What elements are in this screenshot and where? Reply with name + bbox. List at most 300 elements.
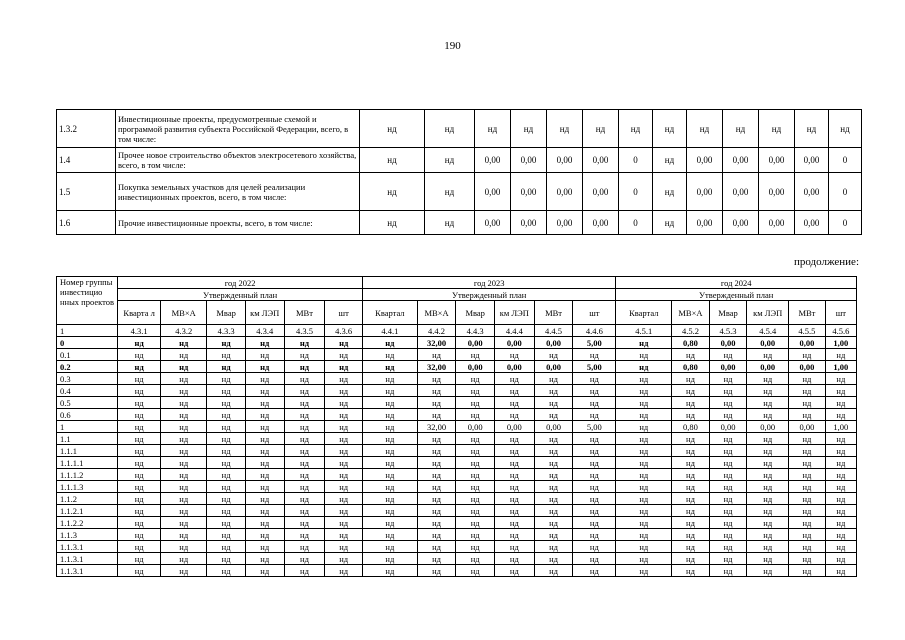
value-cell: нд bbox=[284, 529, 325, 541]
row-code: 1.1.2 bbox=[57, 493, 118, 505]
value-cell: нд bbox=[534, 541, 573, 553]
value-cell: нд bbox=[616, 505, 672, 517]
value-cell: нд bbox=[245, 373, 284, 385]
value-cell: нд bbox=[747, 457, 789, 469]
value-cell: нд bbox=[325, 361, 363, 373]
value-cell: нд bbox=[118, 553, 161, 565]
value-cell: нд bbox=[325, 349, 363, 361]
value-cell: нд bbox=[534, 517, 573, 529]
unit-header: Мвар bbox=[207, 301, 246, 325]
value-cell: нд bbox=[362, 517, 417, 529]
value-cell: нд bbox=[362, 397, 417, 409]
row-code: 1.1.2.1 bbox=[57, 505, 118, 517]
value-cell: нд bbox=[709, 433, 747, 445]
row-code: 0.1 bbox=[57, 349, 118, 361]
value-cell: 0,00 bbox=[456, 421, 495, 433]
value-cell: нд bbox=[616, 397, 672, 409]
value-cell: нд bbox=[161, 505, 207, 517]
value-cell: нд bbox=[709, 493, 747, 505]
value-cell: нд bbox=[573, 565, 616, 577]
value-cell: нд bbox=[284, 433, 325, 445]
value-cell: нд bbox=[325, 445, 363, 457]
value-cell: нд bbox=[616, 409, 672, 421]
value-cell: нд bbox=[573, 397, 616, 409]
value-cell: нд bbox=[417, 457, 456, 469]
value-cell: нд bbox=[789, 517, 825, 529]
value-cell: нд bbox=[789, 457, 825, 469]
value-cell: нд bbox=[616, 493, 672, 505]
value-cell: нд bbox=[825, 541, 856, 553]
value-cell: нд bbox=[284, 445, 325, 457]
value-cell: 0,00 bbox=[759, 211, 795, 235]
value-cell: нд bbox=[161, 349, 207, 361]
value-cell: нд bbox=[207, 517, 246, 529]
value-cell: нд bbox=[362, 469, 417, 481]
value-cell: 32,00 bbox=[417, 361, 456, 373]
value-cell: 0,00 bbox=[475, 211, 511, 235]
value-cell: нд bbox=[534, 445, 573, 457]
value-cell: нд bbox=[161, 445, 207, 457]
value-cell: нд bbox=[161, 469, 207, 481]
value-cell: нд bbox=[534, 505, 573, 517]
value-cell: нд bbox=[534, 349, 573, 361]
table-row bbox=[57, 397, 857, 409]
value-cell: нд bbox=[653, 211, 687, 235]
value-cell: нд bbox=[456, 553, 495, 565]
column-number: 4.4.3 bbox=[456, 325, 495, 337]
value-cell: нд bbox=[672, 541, 710, 553]
value-cell: нд bbox=[789, 481, 825, 493]
value-cell: нд bbox=[709, 529, 747, 541]
value-cell: нд bbox=[573, 517, 616, 529]
value-cell: 0,00 bbox=[795, 173, 829, 211]
plan-header-2023: Утвержденный план bbox=[362, 289, 615, 301]
value-cell: нд bbox=[362, 505, 417, 517]
value-cell: нд bbox=[573, 541, 616, 553]
unit-header: шт bbox=[325, 301, 363, 325]
value-cell: нд bbox=[284, 385, 325, 397]
table-row bbox=[57, 493, 857, 505]
value-cell: нд bbox=[825, 457, 856, 469]
value-cell: нд bbox=[534, 397, 573, 409]
value-cell: нд bbox=[245, 349, 284, 361]
value-cell: нд bbox=[245, 553, 284, 565]
value-cell: нд bbox=[118, 385, 161, 397]
value-cell: 0,00 bbox=[687, 211, 723, 235]
table-row bbox=[57, 469, 857, 481]
unit-header: шт bbox=[573, 301, 616, 325]
value-cell: нд bbox=[362, 385, 417, 397]
value-cell: нд bbox=[284, 493, 325, 505]
value-cell: нд bbox=[161, 517, 207, 529]
value-cell: нд bbox=[616, 529, 672, 541]
column-number: 4.4.2 bbox=[417, 325, 456, 337]
value-cell: нд bbox=[789, 529, 825, 541]
value-cell: нд bbox=[573, 505, 616, 517]
value-cell: 0,80 bbox=[672, 421, 710, 433]
value-cell: нд bbox=[118, 433, 161, 445]
value-cell: 0,00 bbox=[534, 337, 573, 349]
value-cell: нд bbox=[417, 373, 456, 385]
value-cell: нд bbox=[284, 409, 325, 421]
value-cell: нд bbox=[417, 565, 456, 577]
row-code: 1.1.3 bbox=[57, 529, 118, 541]
value-cell: 0,00 bbox=[723, 211, 759, 235]
value-cell: нд bbox=[417, 481, 456, 493]
value-cell: нд bbox=[709, 481, 747, 493]
value-cell: нд bbox=[245, 397, 284, 409]
value-cell: нд bbox=[118, 457, 161, 469]
value-cell: нд bbox=[825, 505, 856, 517]
column-number: 4.4.1 bbox=[362, 325, 417, 337]
value-cell: нд bbox=[161, 565, 207, 577]
unit-header: Квартал bbox=[362, 301, 417, 325]
value-cell: нд bbox=[495, 445, 535, 457]
value-cell: нд bbox=[362, 541, 417, 553]
value-cell: 5,00 bbox=[573, 361, 616, 373]
value-cell: нд bbox=[495, 565, 535, 577]
value-cell: нд bbox=[825, 373, 856, 385]
value-cell: нд bbox=[161, 397, 207, 409]
value-cell: нд bbox=[495, 529, 535, 541]
value-cell: 0,00 bbox=[475, 173, 511, 211]
value-cell: нд bbox=[362, 337, 417, 349]
row-name: Инвестиционные проекты, предусмотренные схемой и программой развития субъекта Российской Федерации, всего, в том числе: bbox=[116, 110, 360, 148]
year-header-2024: год 2024 bbox=[616, 277, 857, 289]
value-cell: нд bbox=[456, 445, 495, 457]
value-cell: 0,00 bbox=[583, 173, 619, 211]
value-cell: нд bbox=[456, 457, 495, 469]
value-cell: нд bbox=[456, 433, 495, 445]
unit-header: Кварта л bbox=[118, 301, 161, 325]
value-cell: нд bbox=[672, 409, 710, 421]
value-cell: нд bbox=[118, 505, 161, 517]
value-cell: нд bbox=[709, 469, 747, 481]
value-cell: нд bbox=[245, 337, 284, 349]
row-code: 1.1.1.2 bbox=[57, 469, 118, 481]
value-cell: нд bbox=[118, 409, 161, 421]
value-cell: нд bbox=[747, 445, 789, 457]
year-header-2023: год 2023 bbox=[362, 277, 615, 289]
value-cell: нд bbox=[795, 110, 829, 148]
value-cell: нд bbox=[495, 457, 535, 469]
value-cell: нд bbox=[825, 493, 856, 505]
row-code: 0.3 bbox=[57, 373, 118, 385]
value-cell: нд bbox=[325, 385, 363, 397]
table-row bbox=[57, 505, 857, 517]
value-cell: нд bbox=[547, 110, 583, 148]
value-cell: нд bbox=[362, 553, 417, 565]
value-cell: нд bbox=[207, 529, 246, 541]
column-number: 4.3.1 bbox=[118, 325, 161, 337]
value-cell: нд bbox=[284, 505, 325, 517]
value-cell: нд bbox=[417, 397, 456, 409]
value-cell: нд bbox=[825, 553, 856, 565]
column-number: 4.4.4 bbox=[495, 325, 535, 337]
value-cell: нд bbox=[161, 373, 207, 385]
value-cell: нд bbox=[245, 481, 284, 493]
value-cell: нд bbox=[747, 433, 789, 445]
table-row bbox=[57, 385, 857, 397]
value-cell: нд bbox=[161, 529, 207, 541]
value-cell: нд bbox=[709, 385, 747, 397]
value-cell: нд bbox=[325, 337, 363, 349]
column-number: 4.3.6 bbox=[325, 325, 363, 337]
row-code: 1.5 bbox=[57, 173, 116, 211]
value-cell: 0,00 bbox=[789, 361, 825, 373]
value-cell: нд bbox=[747, 517, 789, 529]
table-row bbox=[57, 361, 857, 373]
table-row bbox=[57, 433, 857, 445]
value-cell: нд bbox=[325, 541, 363, 553]
value-cell: нд bbox=[672, 481, 710, 493]
column-number: 4.5.2 bbox=[672, 325, 710, 337]
value-cell: нд bbox=[825, 565, 856, 577]
row-code: 1.1.3.1 bbox=[57, 565, 118, 577]
value-cell: нд bbox=[709, 457, 747, 469]
value-cell: нд bbox=[284, 349, 325, 361]
value-cell: нд bbox=[245, 433, 284, 445]
value-cell: нд bbox=[825, 409, 856, 421]
table-row bbox=[57, 110, 862, 148]
table-row bbox=[57, 337, 857, 349]
column-number: 4.3.4 bbox=[245, 325, 284, 337]
value-cell: нд bbox=[709, 565, 747, 577]
header-row-years bbox=[57, 277, 857, 289]
value-cell: 0,00 bbox=[795, 148, 829, 173]
value-cell: нд bbox=[245, 517, 284, 529]
value-cell: 0,00 bbox=[789, 421, 825, 433]
value-cell: нд bbox=[161, 481, 207, 493]
value-cell: нд bbox=[245, 361, 284, 373]
value-cell: нд bbox=[284, 553, 325, 565]
value-cell: 0 bbox=[829, 211, 862, 235]
row-name: Прочие инвестиционные проекты, всего, в том числе: bbox=[116, 211, 360, 235]
unit-header: км ЛЭП bbox=[495, 301, 535, 325]
value-cell: нд bbox=[747, 553, 789, 565]
value-cell: нд bbox=[207, 361, 246, 373]
column-number: 4.5.5 bbox=[789, 325, 825, 337]
value-cell: нд bbox=[583, 110, 619, 148]
value-cell: 0,00 bbox=[747, 421, 789, 433]
value-cell: нд bbox=[789, 541, 825, 553]
main-table-body bbox=[57, 277, 857, 577]
value-cell: нд bbox=[495, 493, 535, 505]
value-cell: нд bbox=[362, 565, 417, 577]
value-cell: 0 bbox=[619, 173, 653, 211]
value-cell: нд bbox=[425, 148, 475, 173]
value-cell: нд bbox=[747, 541, 789, 553]
table-row bbox=[57, 409, 857, 421]
value-cell: нд bbox=[456, 505, 495, 517]
value-cell: нд bbox=[616, 421, 672, 433]
value-cell: 1,00 bbox=[825, 337, 856, 349]
value-cell: нд bbox=[534, 493, 573, 505]
value-cell: нд bbox=[245, 541, 284, 553]
value-cell: нд bbox=[207, 397, 246, 409]
value-cell: нд bbox=[789, 445, 825, 457]
value-cell: нд bbox=[616, 361, 672, 373]
column-number: 4.5.1 bbox=[616, 325, 672, 337]
value-cell: нд bbox=[747, 493, 789, 505]
value-cell: нд bbox=[456, 397, 495, 409]
unit-header: МВ×А bbox=[672, 301, 710, 325]
value-cell: 0 bbox=[619, 148, 653, 173]
column-number: 4.3.3 bbox=[207, 325, 246, 337]
value-cell: нд bbox=[118, 565, 161, 577]
value-cell: нд bbox=[118, 481, 161, 493]
value-cell: нд bbox=[789, 493, 825, 505]
value-cell: нд bbox=[325, 433, 363, 445]
value-cell: нд bbox=[325, 469, 363, 481]
value-cell: нд bbox=[284, 517, 325, 529]
row-code: 0.5 bbox=[57, 397, 118, 409]
value-cell: нд bbox=[534, 373, 573, 385]
value-cell: нд bbox=[417, 505, 456, 517]
value-cell: нд bbox=[207, 385, 246, 397]
value-cell: нд bbox=[417, 553, 456, 565]
value-cell: нд bbox=[325, 505, 363, 517]
value-cell: нд bbox=[456, 493, 495, 505]
value-cell: нд bbox=[672, 553, 710, 565]
value-cell: нд bbox=[789, 397, 825, 409]
value-cell: нд bbox=[118, 469, 161, 481]
value-cell: нд bbox=[417, 409, 456, 421]
value-cell: нд bbox=[284, 541, 325, 553]
value-cell: нд bbox=[709, 349, 747, 361]
value-cell: нд bbox=[245, 445, 284, 457]
value-cell: нд bbox=[417, 469, 456, 481]
value-cell: 0,00 bbox=[759, 148, 795, 173]
value-cell: 0,00 bbox=[723, 148, 759, 173]
value-cell: нд bbox=[672, 469, 710, 481]
value-cell: нд bbox=[207, 433, 246, 445]
value-cell: нд bbox=[573, 445, 616, 457]
value-cell: 0,00 bbox=[723, 173, 759, 211]
value-cell: нд bbox=[495, 517, 535, 529]
row-code: 1.1.1.3 bbox=[57, 481, 118, 493]
value-cell: нд bbox=[495, 553, 535, 565]
value-cell: нд bbox=[573, 481, 616, 493]
table-row bbox=[57, 173, 862, 211]
value-cell: нд bbox=[118, 397, 161, 409]
value-cell: нд bbox=[709, 373, 747, 385]
value-cell: 0,00 bbox=[789, 337, 825, 349]
value-cell: нд bbox=[161, 337, 207, 349]
value-cell: 0,00 bbox=[456, 337, 495, 349]
value-cell: нд bbox=[284, 457, 325, 469]
value-cell: нд bbox=[573, 553, 616, 565]
value-cell: нд bbox=[534, 553, 573, 565]
value-cell: нд bbox=[573, 373, 616, 385]
table-row bbox=[57, 421, 857, 433]
value-cell: нд bbox=[284, 481, 325, 493]
value-cell: нд bbox=[747, 565, 789, 577]
value-cell: нд bbox=[534, 565, 573, 577]
value-cell: нд bbox=[495, 433, 535, 445]
value-cell: нд bbox=[456, 541, 495, 553]
value-cell: нд bbox=[747, 505, 789, 517]
value-cell: нд bbox=[417, 433, 456, 445]
value-cell: нд bbox=[161, 385, 207, 397]
value-cell: нд bbox=[534, 433, 573, 445]
value-cell: нд bbox=[534, 409, 573, 421]
row-code: 0.4 bbox=[57, 385, 118, 397]
table-row bbox=[57, 517, 857, 529]
value-cell: нд bbox=[245, 505, 284, 517]
value-cell: 0,00 bbox=[709, 421, 747, 433]
value-cell: 1,00 bbox=[825, 421, 856, 433]
value-cell: нд bbox=[495, 409, 535, 421]
value-cell: нд bbox=[325, 493, 363, 505]
value-cell: нд bbox=[325, 517, 363, 529]
value-cell: нд bbox=[362, 481, 417, 493]
value-cell: нд bbox=[825, 349, 856, 361]
value-cell: 0,00 bbox=[511, 148, 547, 173]
value-cell: нд bbox=[325, 553, 363, 565]
value-cell: нд bbox=[616, 457, 672, 469]
value-cell: 0,00 bbox=[511, 211, 547, 235]
value-cell: нд bbox=[616, 469, 672, 481]
table-row bbox=[57, 541, 857, 553]
value-cell: нд bbox=[362, 433, 417, 445]
value-cell: нд bbox=[825, 529, 856, 541]
value-cell: нд bbox=[360, 148, 425, 173]
value-cell: 0,00 bbox=[709, 337, 747, 349]
value-cell: нд bbox=[417, 445, 456, 457]
value-cell: нд bbox=[573, 469, 616, 481]
plan-header-2022: Утвержденный план bbox=[118, 289, 363, 301]
value-cell: нд bbox=[161, 409, 207, 421]
value-cell: нд bbox=[417, 385, 456, 397]
value-cell: нд bbox=[672, 397, 710, 409]
value-cell: нд bbox=[417, 517, 456, 529]
value-cell: нд bbox=[616, 385, 672, 397]
value-cell: нд bbox=[616, 349, 672, 361]
value-cell: нд bbox=[118, 517, 161, 529]
value-cell: 0,00 bbox=[583, 211, 619, 235]
value-cell: нд bbox=[362, 349, 417, 361]
value-cell: 0,00 bbox=[475, 148, 511, 173]
value-cell: 0,00 bbox=[709, 361, 747, 373]
column-number: 1 bbox=[57, 325, 118, 337]
table-row bbox=[57, 481, 857, 493]
value-cell: нд bbox=[653, 148, 687, 173]
row-code: 0.2 bbox=[57, 361, 118, 373]
value-cell: нд bbox=[616, 553, 672, 565]
value-cell: нд bbox=[456, 469, 495, 481]
unit-header: км ЛЭП bbox=[747, 301, 789, 325]
row-code: 1.1.2.2 bbox=[57, 517, 118, 529]
value-cell: нд bbox=[362, 373, 417, 385]
value-cell: нд bbox=[207, 553, 246, 565]
value-cell: нд bbox=[709, 553, 747, 565]
value-cell: нд bbox=[709, 409, 747, 421]
unit-header: МВт bbox=[534, 301, 573, 325]
value-cell: нд bbox=[709, 541, 747, 553]
value-cell: нд bbox=[672, 433, 710, 445]
value-cell: нд bbox=[245, 469, 284, 481]
value-cell: нд bbox=[456, 409, 495, 421]
value-cell: нд bbox=[573, 385, 616, 397]
value-cell: нд bbox=[118, 529, 161, 541]
value-cell: нд bbox=[616, 565, 672, 577]
value-cell: нд bbox=[360, 211, 425, 235]
value-cell: нд bbox=[207, 493, 246, 505]
value-cell: нд bbox=[325, 397, 363, 409]
row-name: Покупка земельных участков для целей реализации инвестиционных проектов, всего, в том числе: bbox=[116, 173, 360, 211]
value-cell: нд bbox=[672, 445, 710, 457]
